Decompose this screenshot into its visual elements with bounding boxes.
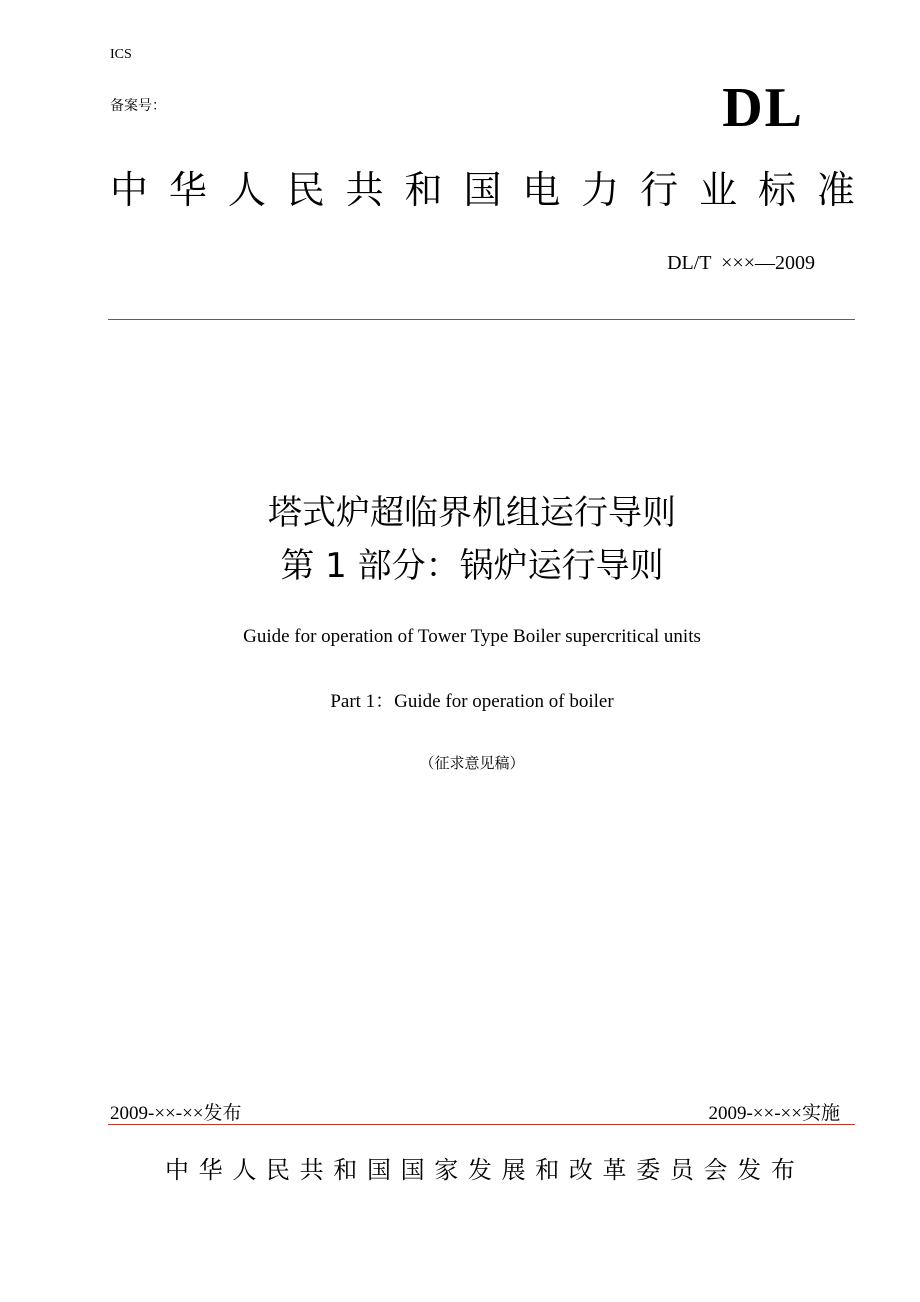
publisher-char: 发 — [737, 1156, 762, 1184]
publisher-char: 和 — [535, 1156, 560, 1184]
english-title-line-2: Part 1：Guide for operation of boiler — [330, 691, 614, 712]
publisher-char: 员 — [669, 1156, 694, 1184]
publisher-char: 国 — [400, 1156, 425, 1184]
publisher-char: 华 — [198, 1156, 223, 1184]
publisher-char: 展 — [501, 1156, 526, 1184]
document-title-line-1: 塔式炉超临界机组运行导则 — [268, 493, 676, 533]
top-divider — [108, 319, 855, 320]
industry-title-char: 和 — [404, 168, 443, 212]
industry-title-char: 共 — [345, 168, 384, 212]
bottom-divider — [108, 1124, 855, 1125]
draft-note: （征求意见稿） — [419, 754, 525, 772]
industry-title-char: 人 — [227, 168, 266, 212]
industry-title-char: 力 — [581, 168, 620, 212]
industry-title-char: 电 — [522, 168, 561, 212]
publisher-char: 和 — [333, 1156, 358, 1184]
publisher-char: 共 — [299, 1156, 324, 1184]
industry-title-char: 国 — [463, 168, 502, 212]
industry-title-char: 中 — [110, 168, 149, 212]
english-title-line-1: Guide for operation of Tower Type Boiler supercritical units — [243, 626, 701, 647]
publisher-char: 改 — [568, 1156, 593, 1184]
implementation-date: 2009-××-××实施 — [708, 1103, 840, 1124]
industry-title-char: 华 — [168, 168, 207, 212]
industry-title-char: 标 — [757, 168, 796, 212]
standard-number: DL/T ×××—2009 — [667, 252, 815, 274]
publisher-char: 家 — [434, 1156, 459, 1184]
industry-title-char: 业 — [699, 168, 738, 212]
publisher-char: 国 — [366, 1156, 391, 1184]
issue-date: 2009-××-××发布 — [110, 1103, 242, 1124]
industry-standard-title — [110, 170, 855, 212]
publisher-char: 革 — [602, 1156, 627, 1184]
publisher-char: 人 — [232, 1156, 257, 1184]
filing-number-label: 备案号： — [110, 98, 166, 114]
publisher-char: 委 — [636, 1156, 661, 1184]
dl-logo: DL — [722, 77, 804, 139]
publisher-char: 民 — [265, 1156, 290, 1184]
publisher-char: 中 — [165, 1156, 189, 1184]
ics-label: ICS — [110, 47, 132, 62]
publisher-char: 会 — [703, 1156, 728, 1184]
publisher-char: 发 — [467, 1156, 492, 1184]
publisher-line — [165, 1150, 795, 1185]
document-title-line-2: 第 1 部分：锅炉运行导则 — [280, 546, 664, 586]
industry-title-char: 民 — [286, 168, 325, 212]
industry-title-char: 行 — [640, 168, 679, 212]
industry-title-char: 准 — [816, 168, 855, 212]
publisher-char: 布 — [770, 1156, 795, 1184]
